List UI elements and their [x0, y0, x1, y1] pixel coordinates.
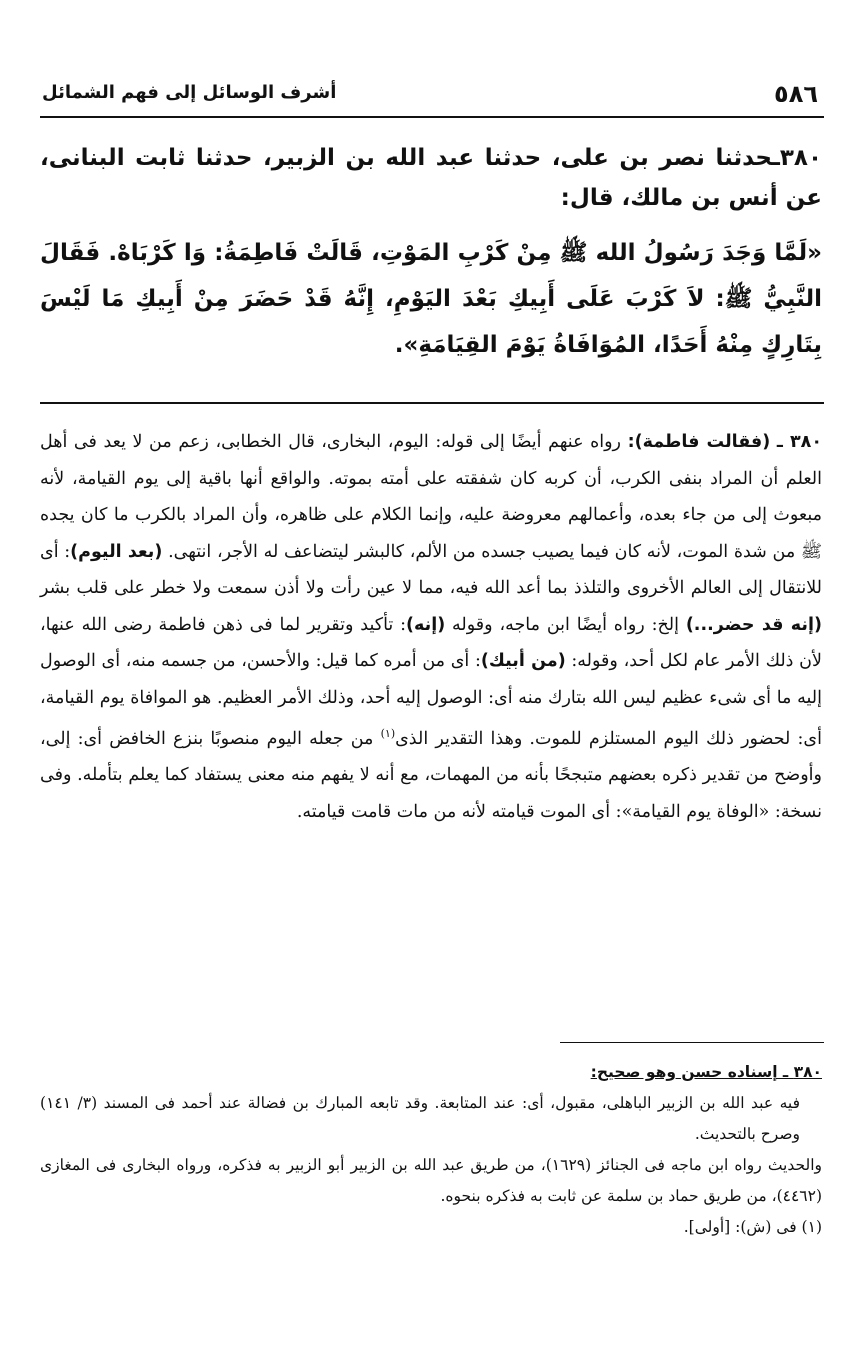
commentary-divider — [40, 402, 824, 404]
takhrij-heading: ٣٨٠ ـ إسناده حسن وهو صحيح: — [590, 1063, 822, 1081]
commentary-lemma-2: (بعد اليوم) — [70, 541, 163, 562]
page-header — [40, 72, 822, 112]
footnote-1: (١) فى (ش): [أولى]. — [683, 1218, 822, 1236]
footnote-divider — [560, 1042, 824, 1043]
commentary-text-2: : أى للانتقال إلى العالم الأخروى والتلذذ بما أعد الله فيه، مما لا عين رأت ولا أذن سمعت ولا خطر على قلب بشر — [40, 541, 822, 598]
commentary-lemma-4: (إنه) — [406, 614, 446, 635]
commentary-lemma-5: (من أبيك) — [480, 651, 566, 671]
commentary-text-3: إلخ: رواه أيضًا ابن ماجه، وقوله — [452, 614, 679, 635]
commentary-text-1: رواه عنهم أيضًا إلى قوله: اليوم، البخارى، قال الخطابى، زعم من لا يعد فى أهل العلم أن المراد بنفى الكرب، أن كربه كان شفقته على أمته بموته. والواقع أنها باقية إلى يوم القيامة، لأنه مبعوث إلى من جاء بعده، وأعمالهم معروضة عليه، وإنما الكلام على ظاهره، وأن المراد بالكرب ما كان يجده ﷺ من شدة الموت، لأنه كان فيما يصيب جسده من الألم، كالبشر ليتضاعف له الأجر، انتهى. — [40, 432, 822, 562]
header-rule — [40, 116, 824, 118]
takhrij-paragraph-1: فيه عبد الله بن الزبير الباهلى، مقبول، أى: عند المتابعة. وقد تابعه المبارك بن فضالة عند أحمد فى المسند (٣/ ١٤١) وصرح بالتحديث. — [40, 1094, 800, 1143]
commentary-text-4: : تأكيد وتقرير لما فى ذهن فاطمة رضى الله عنها، لأن ذلك الأمر عام لكل أحد، وقوله: — [40, 614, 823, 671]
commentary — [40, 424, 822, 830]
hadith-chain — [40, 138, 822, 218]
commentary-text-6: من جعله اليوم منصوبًا بنزع الخافض أى: إلى، وأوضح من تقدير ذكره بعضهم متبجحًا بأنه من المهمات، مع أنه لا يفهم منه معنى يستفاد كما يعلم بتأمله. وفى نسخة: «الوفاة يوم القيامة»: أى الموت قيامته لأنه من مات قامت قيامته. — [40, 728, 822, 822]
hadith-number: ٣٨٠ـ — [772, 145, 822, 171]
hadith-text — [40, 230, 822, 368]
commentary-lemma-3: (إنه قد حضر...) — [685, 614, 822, 635]
running-title: أشرف الوسائل إلى فهم الشمائل — [42, 82, 337, 103]
commentary-lemma: (فقالت فاطمة): — [627, 432, 771, 452]
commentary-text-5: : أى من أمره كما قيل: والأحسن، من جسمه منه، أى الوصول إليه ما أى شىء عظيم ليس الله بتارك منه أى: الوصول إليه أحد، وذلك الأمر العظيم. هو الموافاة يوم القيامة، أى: لحضور ذلك اليوم المستلزم للموت. وهذا التقدير الذى — [40, 651, 822, 749]
hadith-isnad: حدثنا نصر بن على، حدثنا عبد الله بن الزبير، حدثنا ثابت البنانى، عن أنس بن مالك، قال: — [40, 145, 822, 211]
takhrij-paragraph-2: والحديث رواه ابن ماجه فى الجنائز (١٦٢٩)، من طريق عبد الله بن الزبير أبو الزبير به فذكره، ورواه البخارى فى المغازى (٤٤٦٢)، من طريق حماد بن سلمة عن ثابت به فذكره بنحوه. — [40, 1156, 823, 1205]
footnote-reference: (١) — [380, 727, 396, 740]
takhrij-footnotes — [40, 1057, 822, 1243]
commentary-number: ٣٨٠ ـ — [776, 432, 822, 452]
page-number: ٥٨٦ — [774, 80, 818, 108]
hadith-matn-text: «لَمَّا وَجَدَ رَسُولُ الله ﷺ مِنْ كَرْبِ المَوْتِ، قَالَتْ فَاطِمَةُ: وَا كَرْبَاهْ. فَقَالَ النَّبِيُّ ﷺ: لاَ كَرْبَ عَلَى أَبِيكِ بَعْدَ اليَوْمِ، إِنَّهُ قَدْ حَضَرَ مِنْ أَبِيكِ مَا لَيْسَ بِتَارِكٍ مِنْهُ أَحَدًا، المُوَافَاةُ يَوْمَ القِيَامَةِ». — [40, 240, 822, 358]
